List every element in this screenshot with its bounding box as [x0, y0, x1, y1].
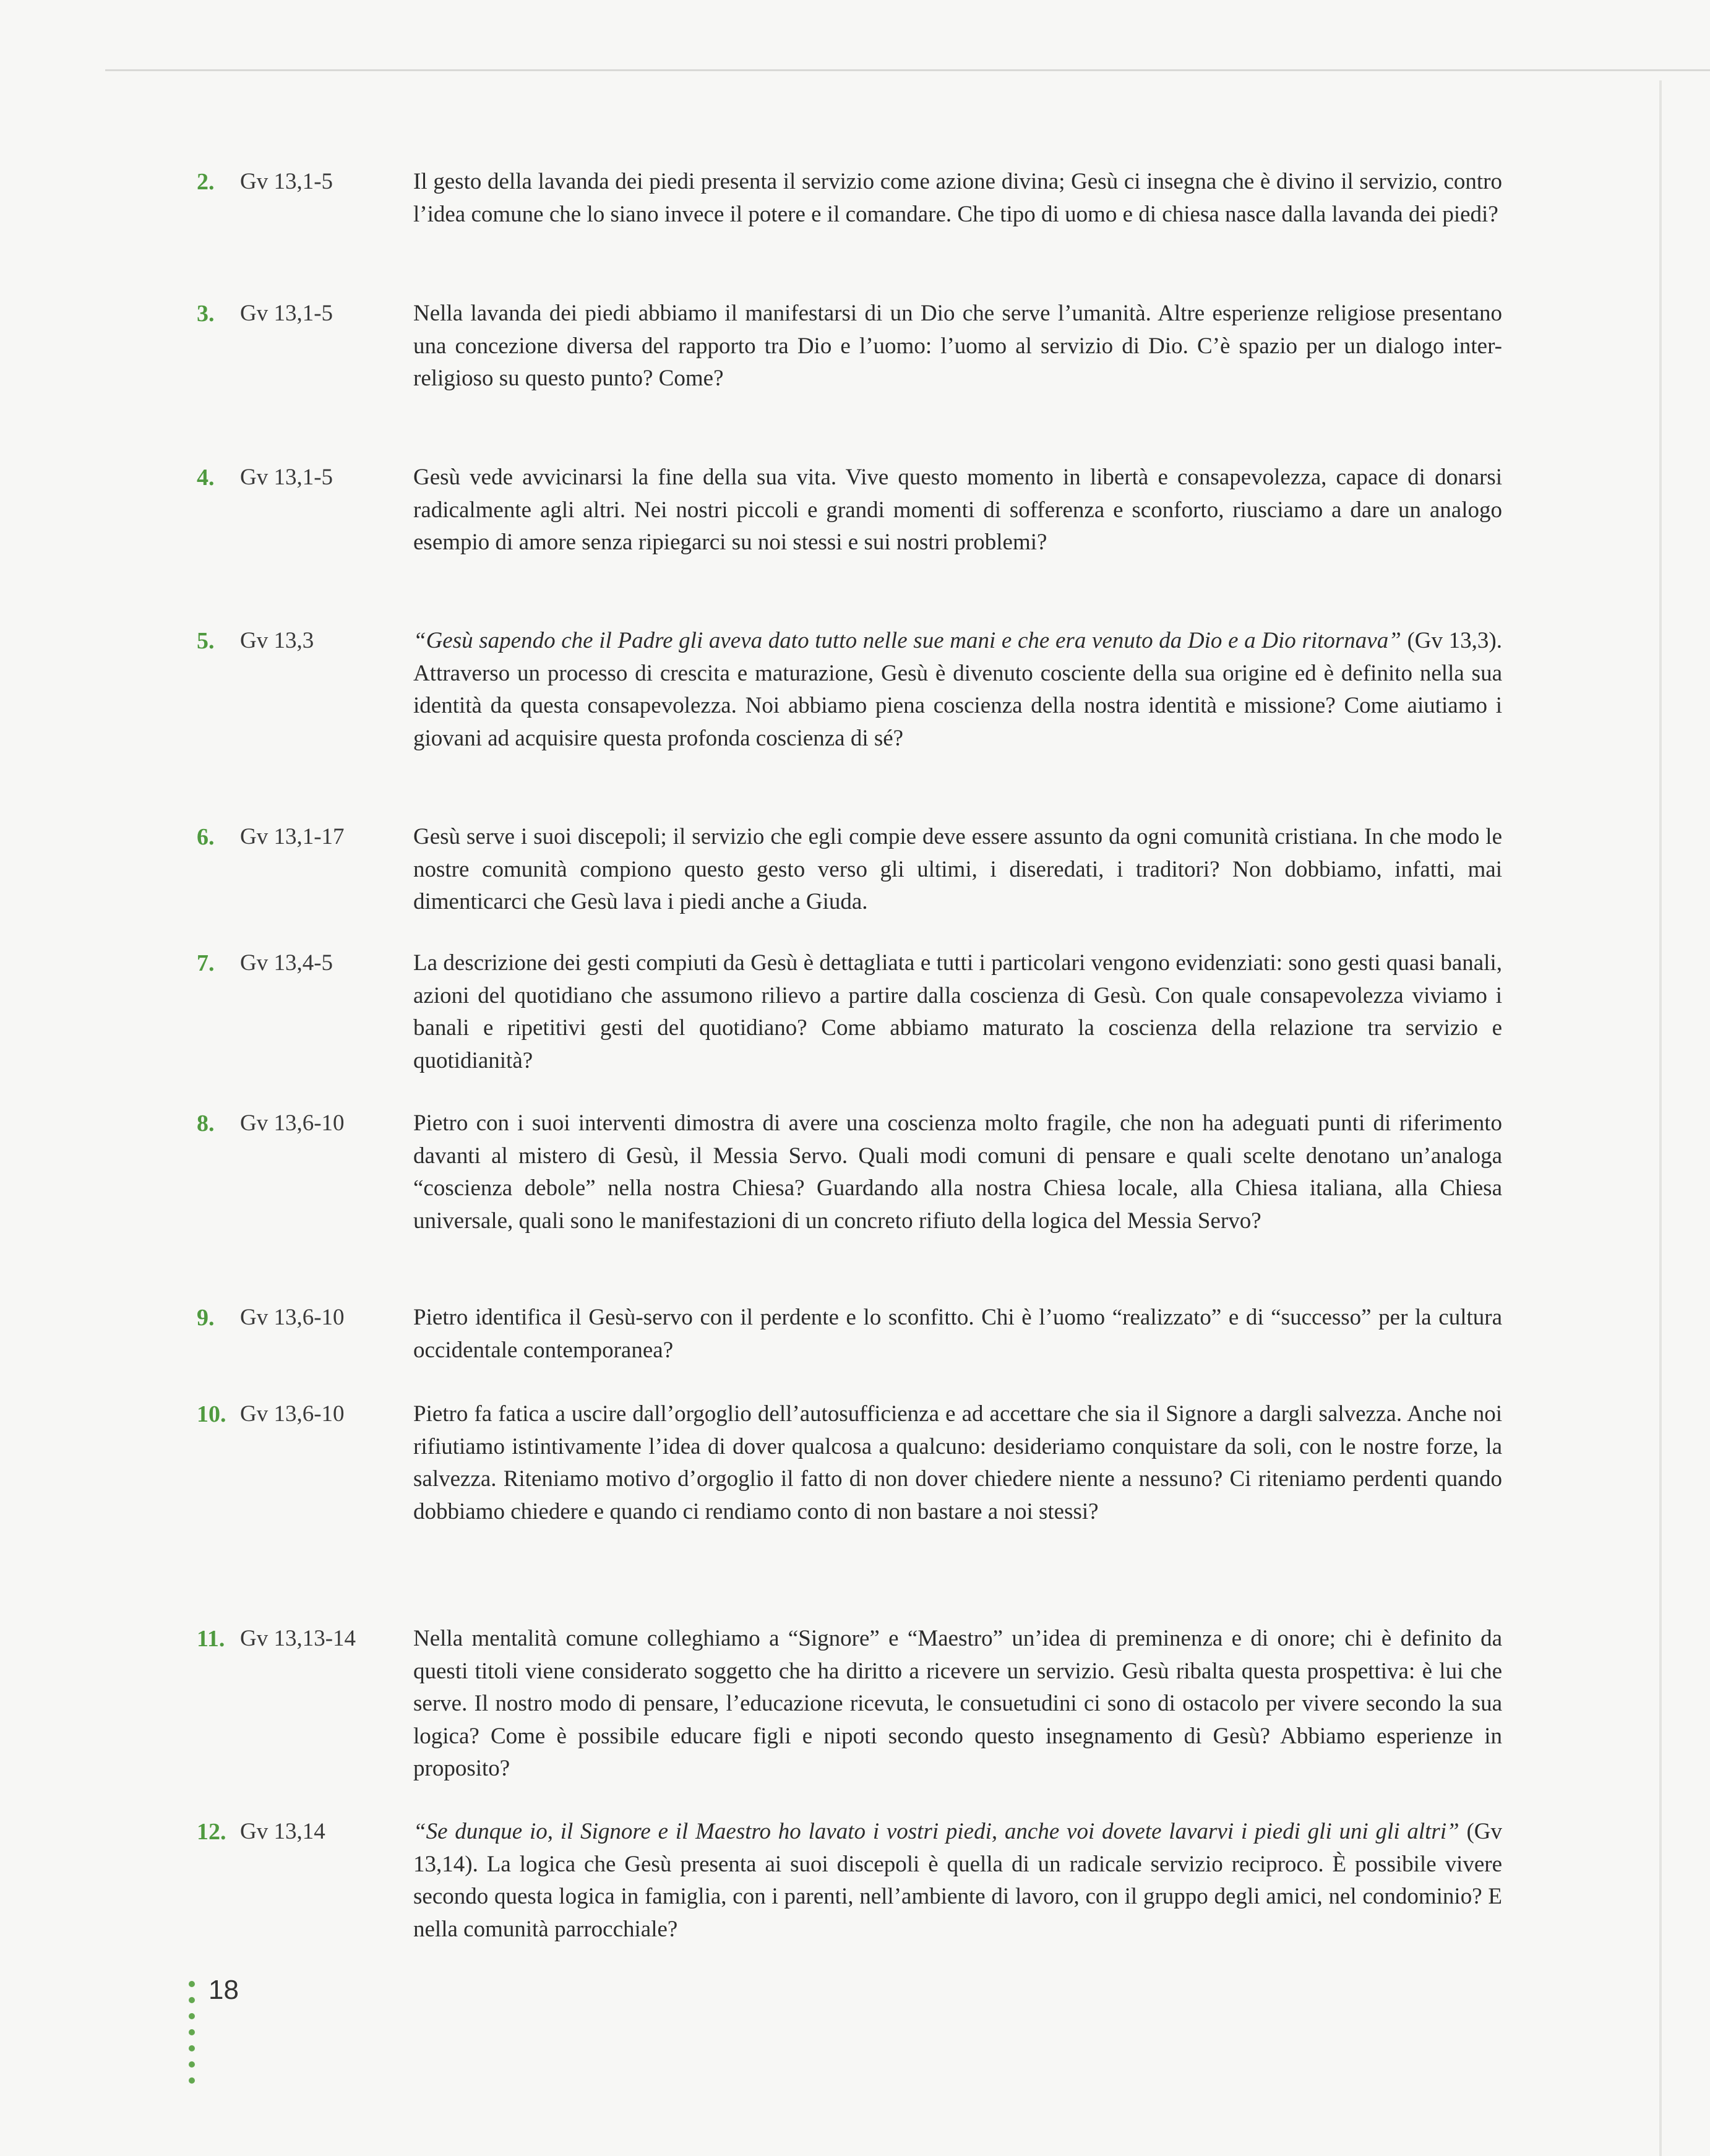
question-text: Il gesto della lavanda dei piedi presenta il servizio come azione divina; Gesù ci insegna che è divino il servizio, contro l’idea comune che lo siano invece il potere e il comandare. Che tipo di uomo e di chiesa nasce dalla lavanda dei piedi?	[413, 169, 1502, 227]
question-number: 12.	[197, 1819, 226, 1845]
gospel-reference: Gv 13,1-5	[240, 301, 333, 326]
page-edge-top	[105, 69, 1710, 71]
gospel-reference: Gv 13,13-14	[240, 1626, 356, 1651]
dot	[189, 2061, 195, 2068]
question-number: 9.	[197, 1305, 215, 1331]
question-text: La descrizione dei gesti compiuti da Gesù è dettagliata e tutti i particolari vengono evidenziati: sono gesti quasi banali, azioni del quotidiano che assumono rilievo a partire dalla coscienza di Gesù. Con quale consapevolezza viviamo i banali e ripetitivi gesti del quotidiano? Come abbiamo maturato la coscienza della relazione tra servizio e quotidianità?	[413, 950, 1502, 1073]
gospel-reference: Gv 13,6-10	[240, 1401, 345, 1427]
gospel-reference: Gv 13,1-5	[240, 169, 333, 194]
question-number: 11.	[197, 1626, 225, 1652]
question-text: Gesù serve i suoi discepoli; il servizio che egli compie deve essere assunto da ogni comunità cristiana. In che modo le nostre comunità compiono questo gesto verso gli ultimi, i diseredati, i traditori? Non dobbiamo, infatti, mai dimenticarci che Gesù lava i piedi anche a Giuda.	[413, 824, 1502, 914]
question-number: 3.	[197, 301, 215, 327]
scripture-quote: “Gesù sapendo che il Padre gli aveva dato tutto nelle sue mani e che era venuto da Dio e a Dio ritornava”	[413, 628, 1401, 653]
scripture-quote: “Se dunque io, il Signore e il Maestro ho lavato i vostri piedi, anche voi dovete lavarvi i piedi gli uni gli altri”	[413, 1819, 1459, 1844]
dot	[189, 2077, 195, 2084]
question-text: Pietro fa fatica a uscire dall’orgoglio dell’autosufficienza e ad accettare che sia il Signore a dargli salvezza. Anche noi rifiutiamo istintivamente l’idea di dover qualcosa a qualcuno: desideriamo conquistare da soli, con le nostre forze, la salvezza. Riteniamo motivo d’orgoglio il fatto di non dover chiedere niente a nessuno? Ci riteniamo perdenti quando dobbiamo chiedere e quando ci rendiamo conto di non bastare a noi stessi?	[413, 1401, 1502, 1524]
gospel-reference: Gv 13,1-17	[240, 824, 345, 849]
gospel-reference: Gv 13,6-10	[240, 1305, 345, 1330]
question-text: Gesù vede avvicinarsi la fine della sua vita. Vive questo momento in libertà e consapevolezza, capace di donarsi radicalmente agli altri. Nei nostri piccoli e grandi momenti di sofferenza e sconforto, riusciamo a dare un analogo esempio di amore senza ripiegarci su noi stessi e sui nostri problemi?	[413, 465, 1502, 555]
question-body: (Gv 13,14). La logica che Gesù presenta ai suoi discepoli è quella di un radicale servizio reciproco. È possibile vivere secondo questa logica in famiglia, con i parenti, nell’ambiente di lavoro, con il gruppo degli amici, nel condominio? E nella comunità parrocchiale?	[413, 1819, 1502, 1942]
page-number: 18	[208, 1975, 239, 2005]
page-edge-right	[1659, 80, 1662, 2156]
question-body: (Gv 13,3). Attraverso un processo di crescita e maturazione, Gesù è divenuto cosciente della sua origine ed è definito nella sua identità da questa consapevolezza. Noi abbiamo piena coscienza della nostra identità e missione? Come aiutiamo i giovani ad acquisire questa profonda coscienza di sé?	[413, 628, 1502, 751]
question-number: 6.	[197, 824, 215, 850]
question-text: Nella mentalità comune colleghiamo a “Signore” e “Maestro” un’idea di preminenza e di onore; chi è definito da questi titoli viene considerato soggetto che ha diritto a ricevere un servizio. Gesù ribalta questa prospettiva: è lui che serve. Il nostro modo di pensare, l’educazione ricevuta, le consuetudini ci sono di ostacolo per vivere secondo la sua logica? Come è possibile educare figli e nipoti secondo questo insegnamento di Gesù? Abbiamo esperienze in proposito?	[413, 1626, 1502, 1781]
question-number: 4.	[197, 465, 215, 491]
gospel-reference: Gv 13,1-5	[240, 465, 333, 490]
gospel-reference: Gv 13,4-5	[240, 950, 333, 976]
gospel-reference: Gv 13,3	[240, 628, 314, 653]
gospel-reference: Gv 13,6-10	[240, 1110, 345, 1136]
dot	[189, 1981, 195, 1987]
question-text	[413, 625, 1502, 755]
dot	[189, 2013, 195, 2019]
page-footer	[189, 1975, 263, 2098]
dot	[189, 2029, 195, 2035]
question-number: 5.	[197, 628, 215, 654]
question-text: Pietro con i suoi interventi dimostra di avere una coscienza molto fragile, che non ha adeguati punti di riferimento davanti al mistero di Gesù, il Messia Servo. Quali modi comuni di pensare e quali scelte denotano un’analoga “coscienza debole” nella nostra Chiesa? Guardando alla nostra Chiesa locale, alla Chiesa italiana, alla Chiesa universale, quali sono le manifestazioni di un concreto rifiuto della logica del Messia Servo?	[413, 1110, 1502, 1234]
question-number: 10.	[197, 1401, 226, 1427]
question-text: Pietro identifica il Gesù-servo con il perdente e lo sconfitto. Chi è l’uomo “realizzato” e di “successo” per la cultura occidentale contemporanea?	[413, 1305, 1502, 1363]
question-number: 7.	[197, 950, 215, 976]
question-number: 2.	[197, 169, 215, 195]
question-number: 8.	[197, 1110, 215, 1136]
dot	[189, 2045, 195, 2051]
question-text	[413, 1816, 1502, 1946]
dotted-rule	[189, 1981, 196, 2094]
gospel-reference: Gv 13,14	[240, 1819, 325, 1844]
dot	[189, 1997, 195, 2003]
question-text: Nella lavanda dei piedi abbiamo il manifestarsi di un Dio che serve l’umanità. Altre esperienze religiose presentano una concezione diversa del rapporto tra Dio e l’uomo: l’uomo al servizio di Dio. C’è spazio per un dialogo inter-religioso su questo punto? Come?	[413, 301, 1502, 391]
